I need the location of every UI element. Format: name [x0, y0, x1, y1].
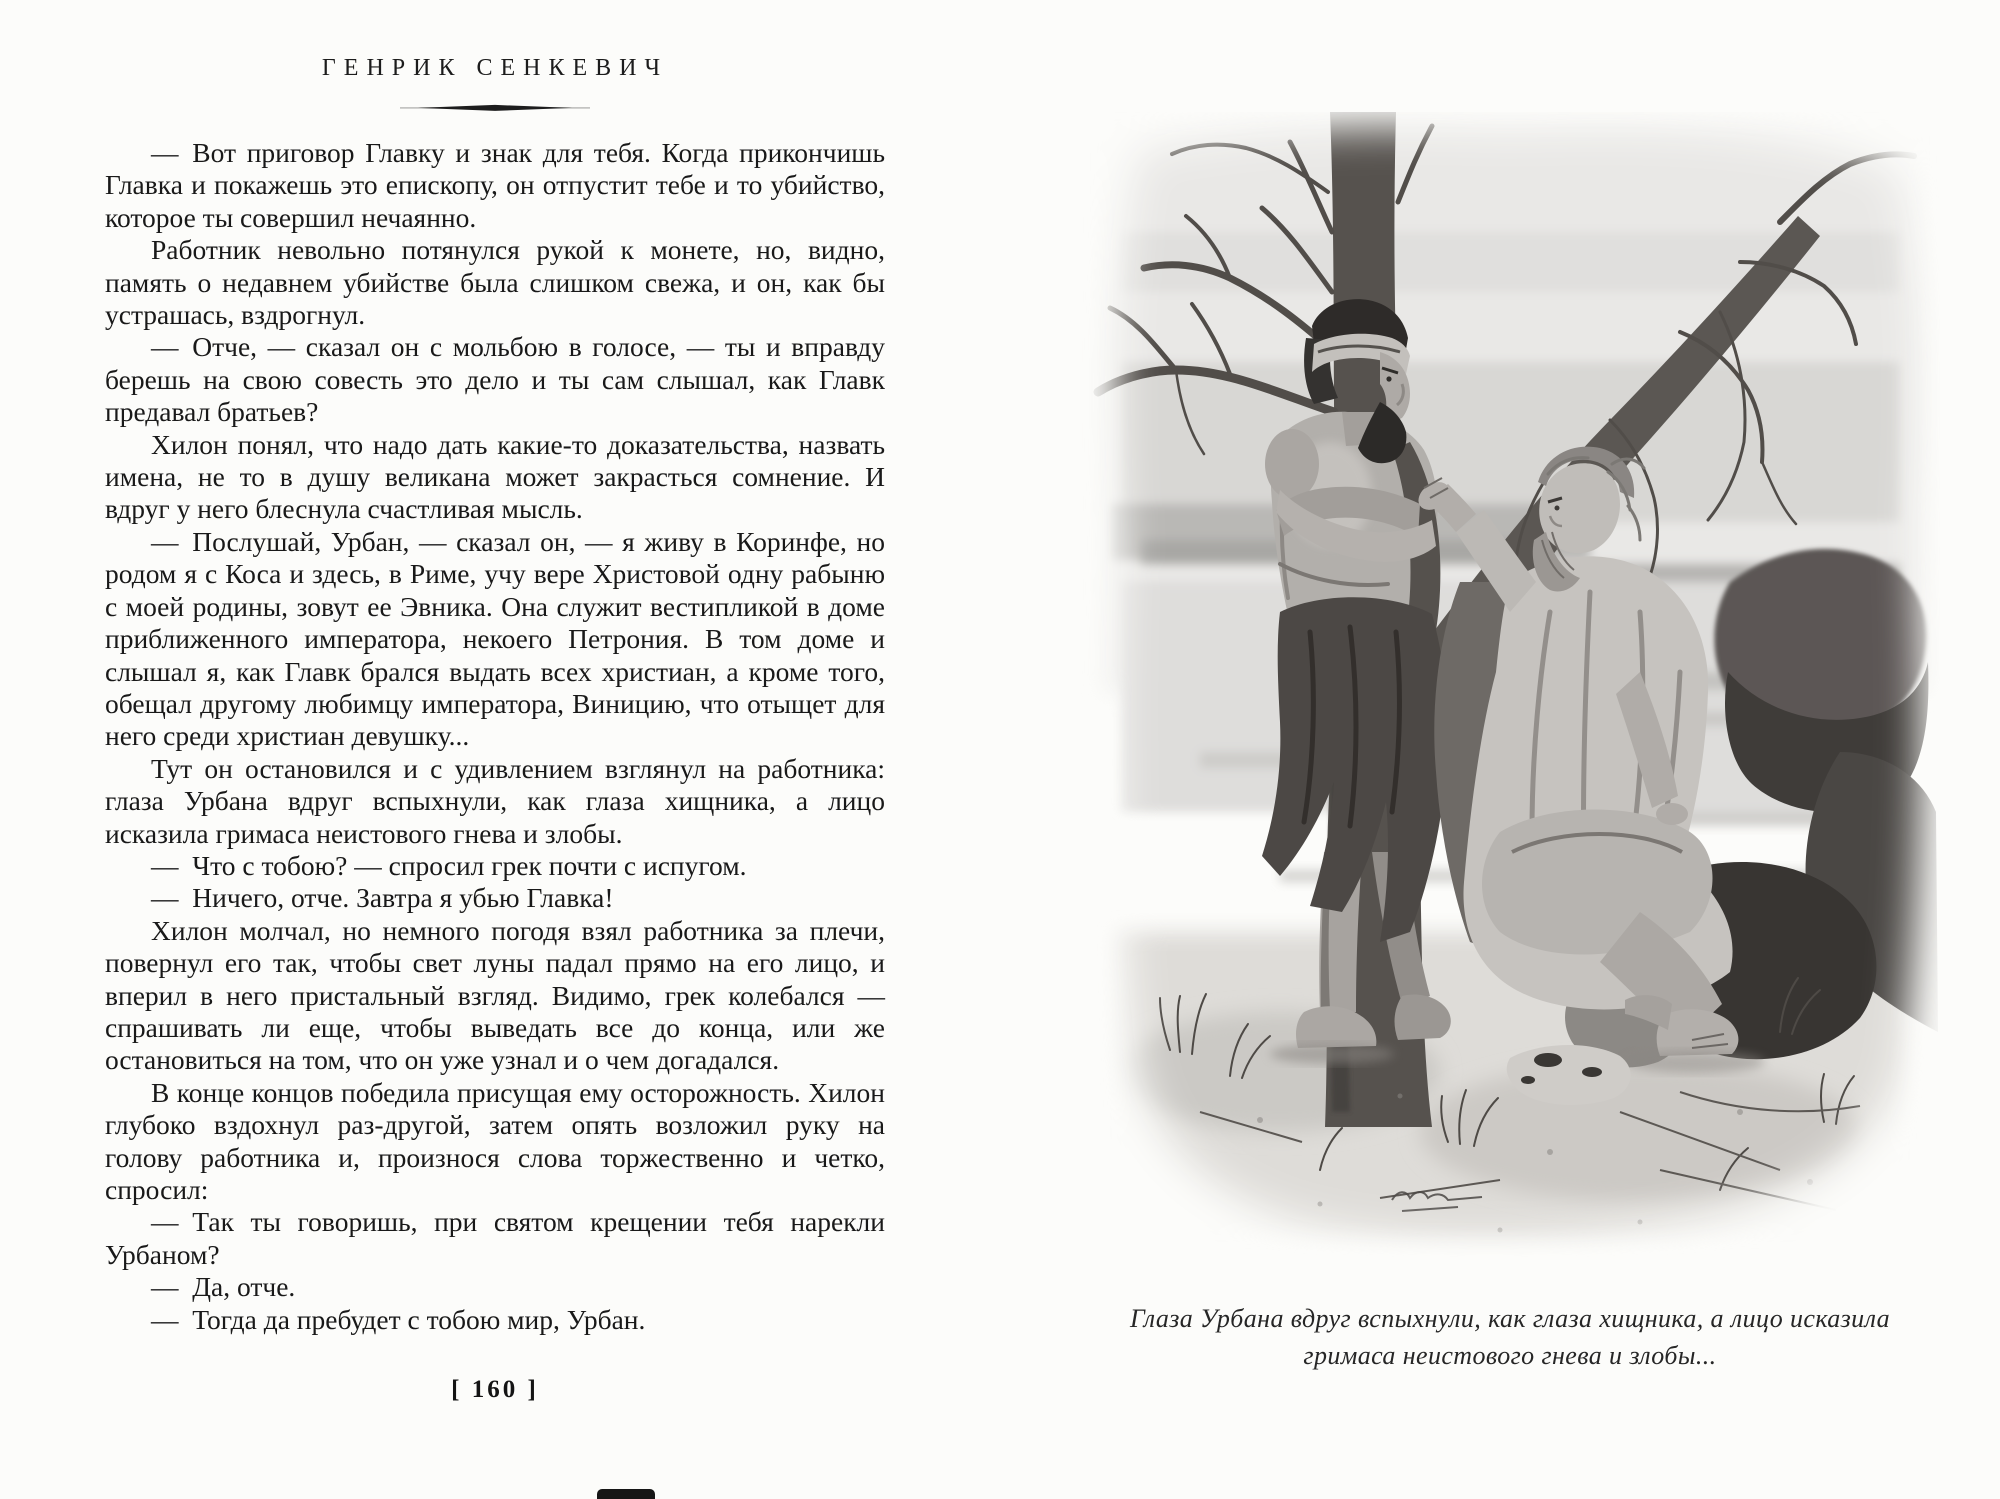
header-rule-ornament	[400, 104, 590, 112]
illustration-svg	[1080, 112, 1940, 1282]
caption-line-2: гримаса неистового гнева и злобы...	[1303, 1341, 1717, 1370]
body-text-column	[105, 137, 885, 1336]
illustration-plate	[1080, 112, 1940, 1284]
paragraph: — Тогда да пребудет с тобою мир, Урбан.	[151, 1303, 646, 1335]
scan-edge-mark	[597, 1489, 655, 1499]
running-header: ГЕНРИК СЕНКЕВИЧ	[321, 55, 669, 81]
paragraph: В конце концов победила присущая ему осторожность. Хилон глубоко вздохнул раз-другой, затем опять возложил руку на голову работника и, произнося слова торжественно и четко, спросил:	[105, 1076, 885, 1205]
paragraph: Хилон молчал, но немного погодя взял работника за плечи, повернул его так, чтобы свет луны падал прямо на его лицо, и вперил в него пристальный взгляд. Видимо, грек колебался — спрашивать ли еще, чтобы выведать все до конца, или же остановиться на том, что он уже узнал и о чем догадался.	[105, 914, 885, 1076]
paragraph: — Вот приговор Главку и знак для тебя. Когда прикончишь Главка и покажешь это епископу, он отпустит тебе и то убийство, которое ты совершил нечаянно.	[105, 137, 885, 233]
paragraph: — Ничего, отче. Завтра я убью Главка!	[151, 882, 614, 914]
paragraph: Работник невольно потянулся рукой к монете, но, видно, память о недавнем убийстве была слишком свежа, и он, как бы устрашась, вздрогнул.	[105, 234, 885, 331]
paragraph: — Послушай, Урбан, — сказал он, — я живу в Коринфе, но родом я с Коса и здесь, в Риме, учу вере Христовой одну рабыню с моей родины, зовут ее Эвника. Она служит вестипликой в доме приближенного императора, некоего Петрония. В том доме и слышал я, как Главк брался выдать всех христиан, а кроме того, обещал другому любимцу императора, Виницию, что отыщет для него среди христиан девушку...	[105, 525, 885, 752]
illustration-caption	[1110, 1300, 1910, 1374]
paragraph: Хилон понял, что надо дать какие-то доказательства, назвать имена, не то в душу великана может закрасться сомнение. И вдруг у него блеснула счастливая мысль.	[105, 428, 885, 525]
paragraph: Тут он остановился и с удивлением взглянул на работника: глаза Урбана вдруг вспыхнули, как глаза хищника, а лицо исказила гримаса неистового гнева и злобы.	[105, 752, 885, 849]
caption-line-1: Глаза Урбана вдруг вспыхнули, как глаза хищника, а лицо исказила	[1129, 1304, 1891, 1333]
paragraph: — Так ты говоришь, при святом крещении тебя нарекли Урбаном?	[105, 1206, 885, 1270]
page-number: [ 160 ]	[451, 1376, 539, 1403]
paragraph: — Что с тобою? — спросил грек почти с испугом.	[151, 849, 747, 881]
paragraph: — Да, отче.	[151, 1271, 296, 1303]
paragraph: — Отче, — сказал он с мольбою в голосе, — ты и вправду берешь на свою совесть это дело и ты сам слышал, как Главк предавал братьев?	[105, 331, 885, 428]
